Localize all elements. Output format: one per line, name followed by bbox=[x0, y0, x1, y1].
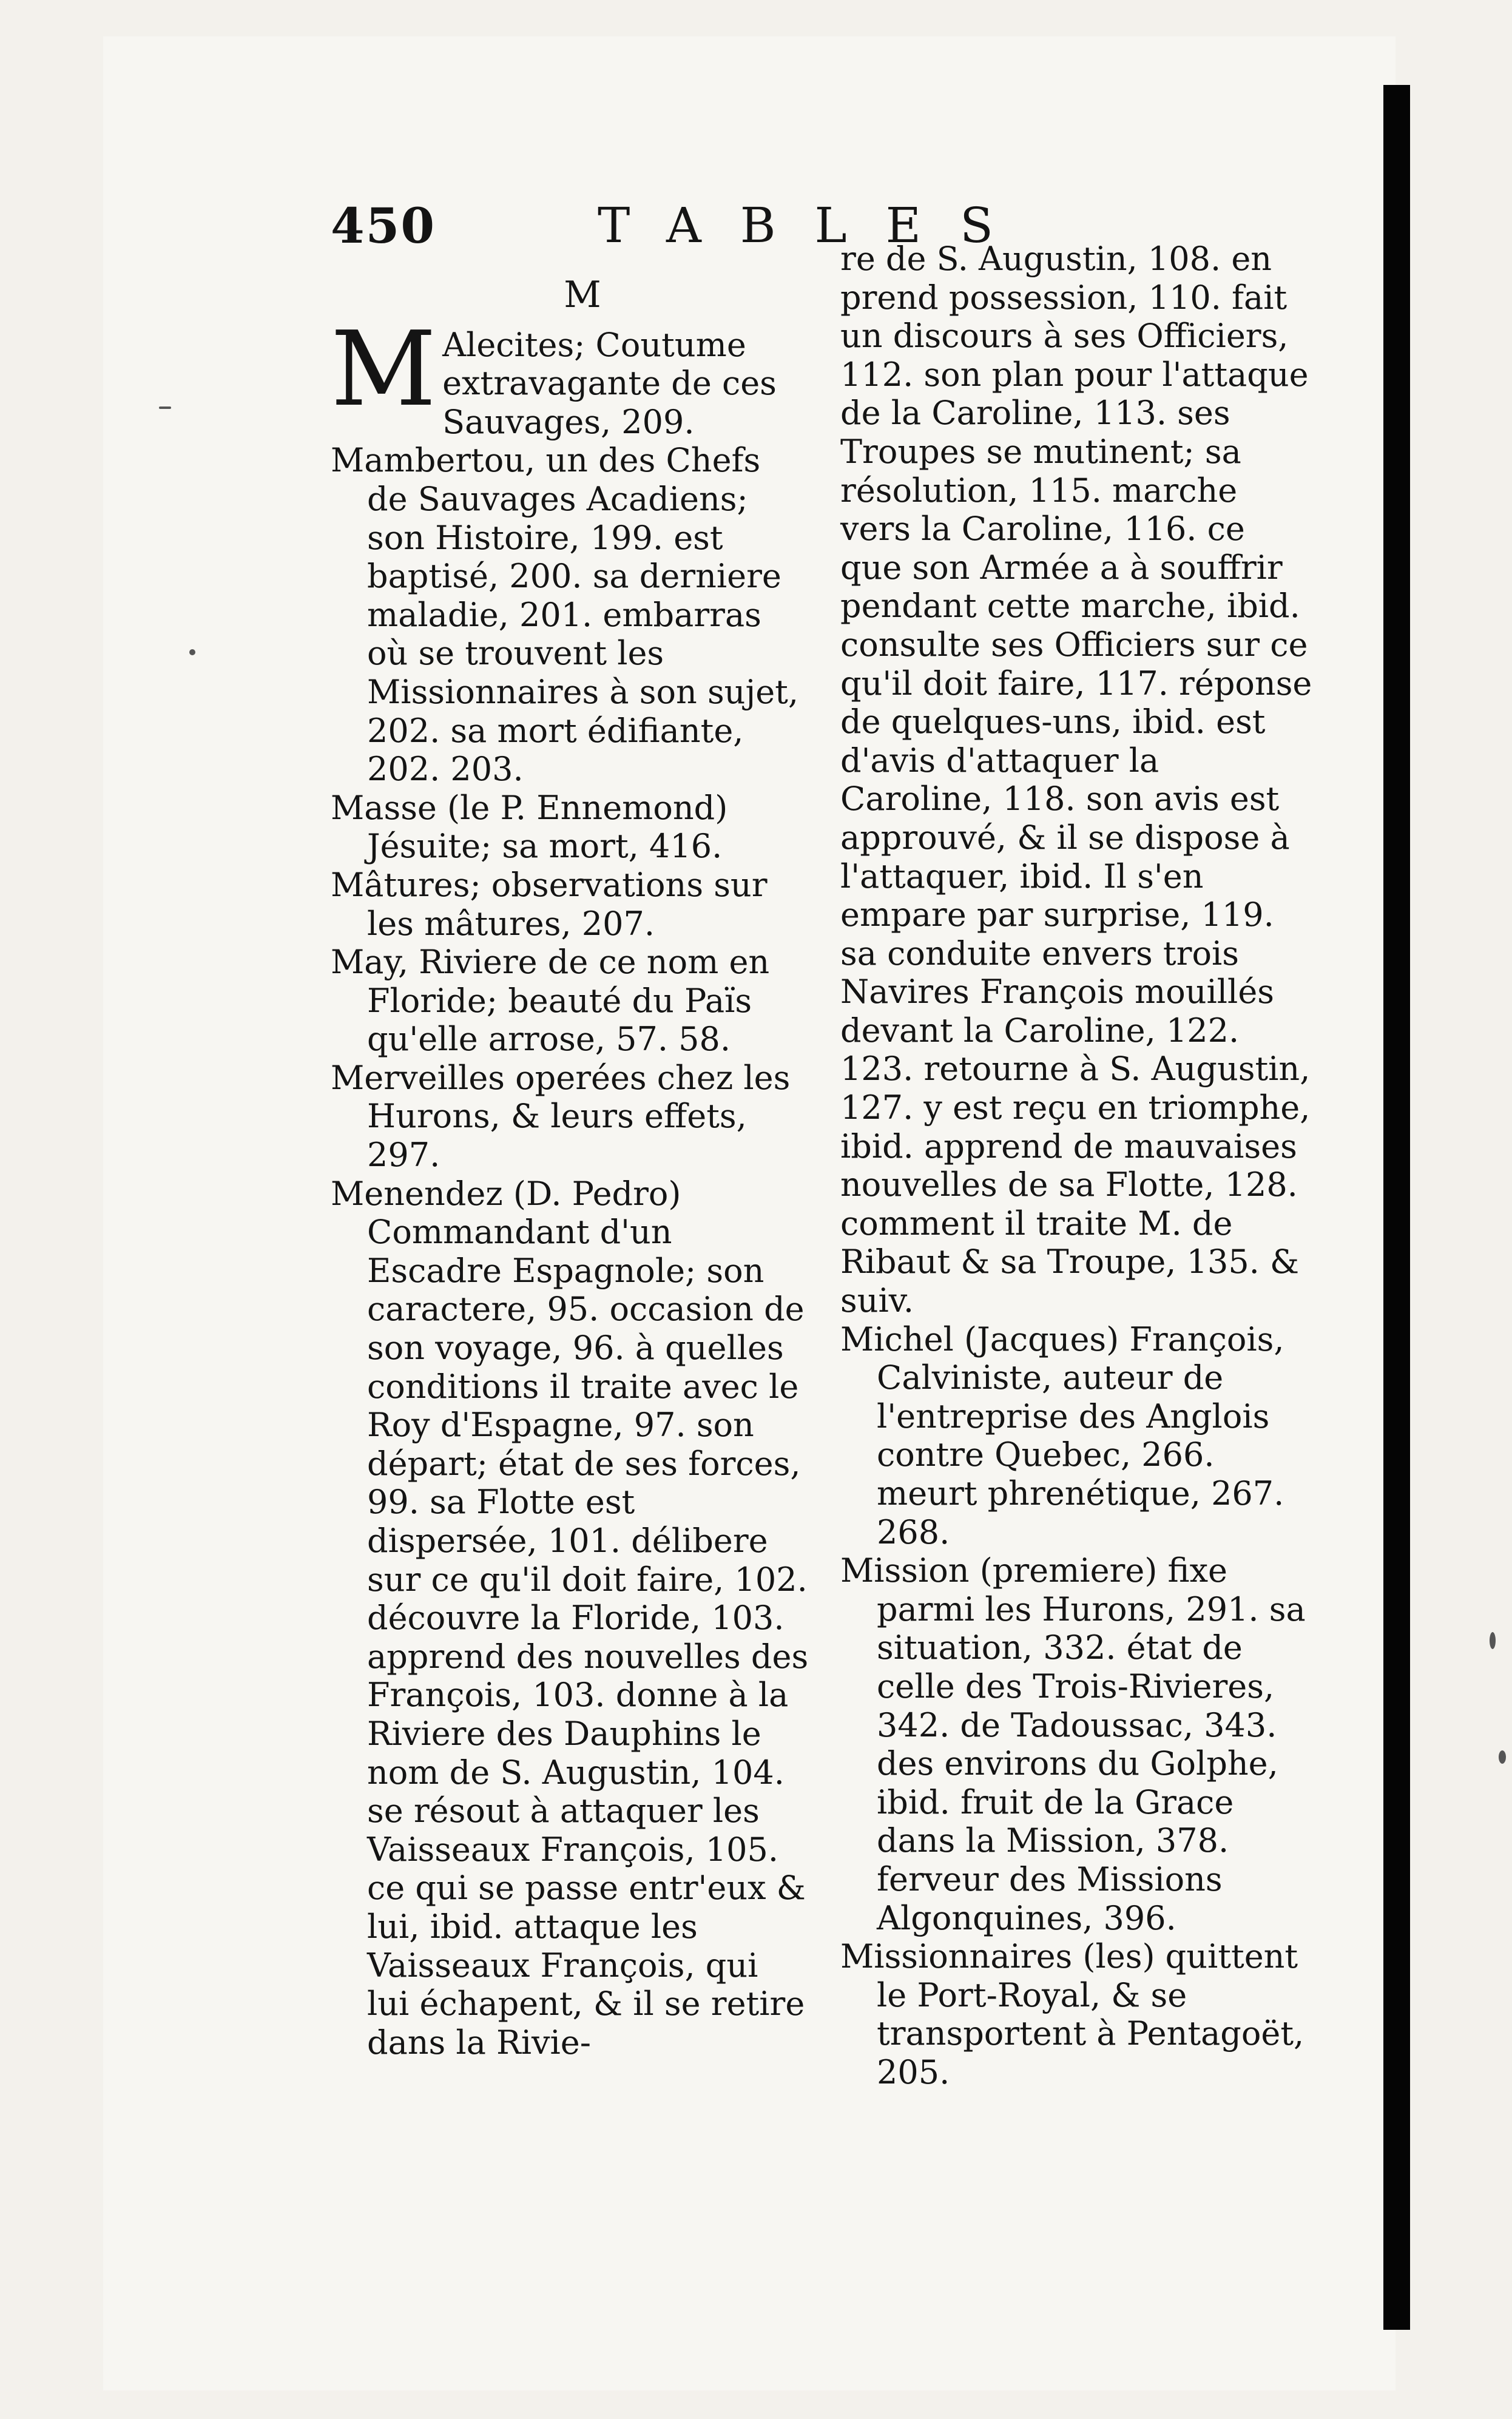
ink-speck bbox=[1490, 1632, 1496, 1649]
ink-speck bbox=[1499, 1750, 1506, 1764]
page-number: 450 bbox=[331, 197, 436, 254]
index-entry: Mambertou, un des Chefs de Sauvages Acadiens; son Histoire, 199. est baptisé, 200. sa derniere maladie, 201. embarras où se trouvent les Missionnaires à son sujet, 202. sa mort édifiante, 202. 203. bbox=[331, 441, 799, 789]
ink-speck bbox=[159, 407, 171, 409]
index-entry: Menendez (D. Pedro) Commandant d'un Escadre Espagnole; son caractere, 95. occasion de son voyage, 96. à quelles conditions il traite avec le Roy d'Espagne, 97. son départ; état de ses forces, 99. sa Flotte est dispersée, 101. délibere sur ce qu'il doit faire, 102. découvre la Floride, 103. apprend des nouvelles des François, 103. donne à la Riviere des Dauphins le nom de S. Augustin, 104. se résout à attaquer les Vaisseaux François, 105. ce qui se passe entr'eux & lui, ibid. attaque les Vaisseaux François, qui lui échapent, & il se retire dans la Rivie- bbox=[331, 1174, 809, 2062]
left-column bbox=[331, 276, 810, 2062]
index-entry: Mâtures; observations sur les mâtures, 207. bbox=[331, 865, 768, 943]
index-entry: Mission (premiere) fixe parmi les Hurons, 291. sa situation, 332. état de celle des Trois-Rivieres, 342. de Tadoussac, 343. des environs du Golphe, ibid. fruit de la Grace dans la Mission, 378. ferveur des Missions Algonquines, 396. bbox=[840, 1551, 1306, 1937]
running-title: TABLES bbox=[598, 197, 1032, 254]
index-entry: May, Riviere de ce nom en Floride; beauté du Païs qu'elle arrose, 57. 58. bbox=[331, 943, 770, 1059]
index-entry: Missionnaires (les) quittent le Port-Royal, & se transportent à Pentagoët, 205. bbox=[840, 1937, 1304, 2091]
index-entry: Merveilles operées chez les Hurons, & leurs effets, 297. bbox=[331, 1058, 791, 1175]
entry-continuation: re de S. Augustin, 108. en prend possession, 110. fait un discours à ses Officiers, 112. son plan pour l'attaque de la Caroline, 113. ses Troupes se mutinent; sa résolution, 115. marche vers la Caroline, 116. ce que son Armée a à souffrir pendant cette marche, ibid. consulte ses Officiers sur ce qu'il doit faire, 117. réponse de quelques-uns, ibid. est d'avis d'attaquer la Caroline, 118. son avis est approuvé, & il se dispose à l'attaquer, ibid. Il s'en empare par surprise, 119. sa conduite envers trois Navires François mouillés devant la Caroline, 122. 123. retourne à S. Augustin, 127. y est reçu en triomphe, ibid. apprend de mauvaises nouvelles de sa Flotte, 128. comment il traite M. de Ribaut & sa Troupe, 135. & suiv. bbox=[840, 240, 1312, 1320]
binding-shadow bbox=[1383, 85, 1410, 2330]
index-entry bbox=[331, 309, 810, 442]
drop-cap: M bbox=[331, 309, 437, 430]
right-column bbox=[840, 240, 1317, 2092]
section-letter: M bbox=[564, 274, 601, 316]
ink-speck bbox=[189, 649, 195, 655]
index-entry: Michel (Jacques) François, Calviniste, auteur de l'entreprise des Anglois contre Quebec, 266. meurt phrenétique, 267. 268. bbox=[840, 1320, 1284, 1551]
entry-text: Alecites; Coutume extravagante de ces Sauvages, 209. bbox=[442, 325, 777, 441]
index-entry: Masse (le P. Ennemond) Jésuite; sa mort, 416. bbox=[331, 788, 728, 866]
